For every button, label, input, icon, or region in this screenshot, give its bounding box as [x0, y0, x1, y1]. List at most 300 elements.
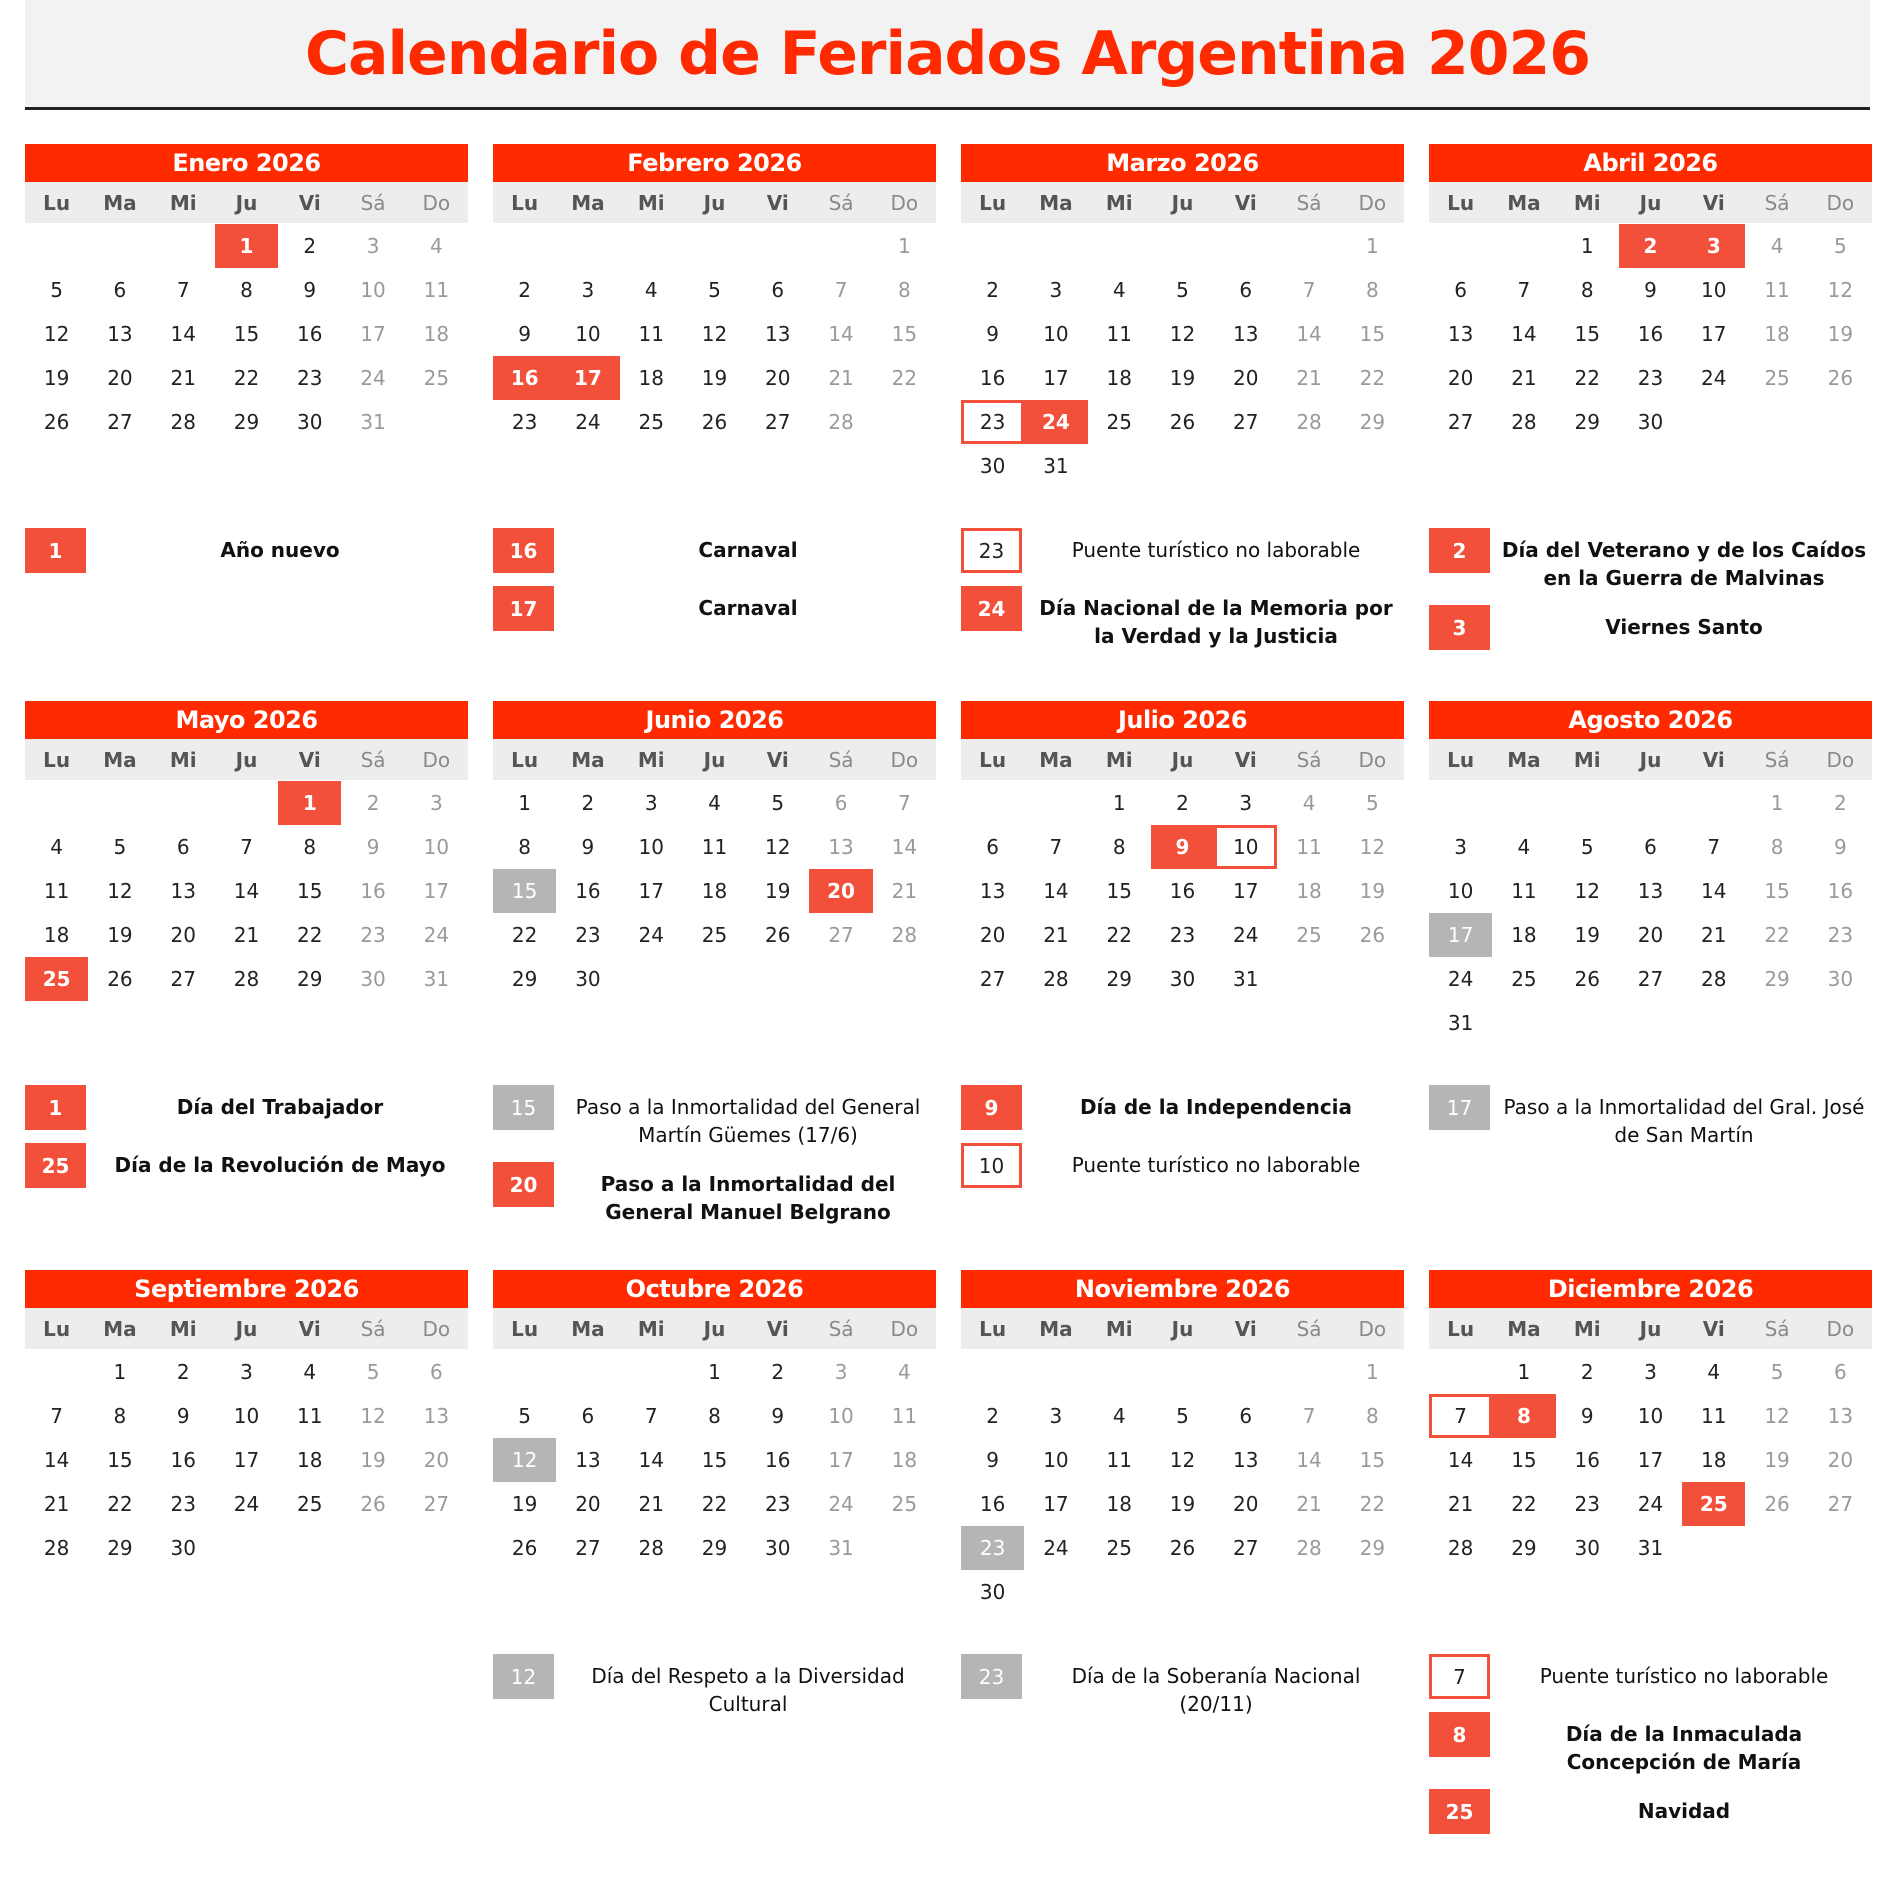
- day-cell[interactable]: 6: [1454, 278, 1467, 302]
- day-cell[interactable]: 9: [366, 835, 380, 859]
- day-cell[interactable]: 27: [1637, 967, 1664, 991]
- day-cell[interactable]: 25: [423, 366, 450, 390]
- day-cell[interactable]: 4: [50, 835, 63, 859]
- day-cell[interactable]: 23: [575, 923, 601, 947]
- day-cell[interactable]: 10: [575, 322, 601, 346]
- day-cell[interactable]: 17: [1637, 1448, 1664, 1472]
- day-cell[interactable]: 22: [891, 366, 918, 390]
- day-cell[interactable]: 3: [581, 278, 595, 302]
- day-cell[interactable]: 13: [1827, 1404, 1854, 1428]
- day-cell[interactable]: 27: [107, 410, 133, 434]
- day-cell-bridge[interactable]: 7: [1429, 1394, 1492, 1438]
- day-cell[interactable]: 22: [107, 1492, 133, 1516]
- day-cell[interactable]: 11: [423, 278, 450, 302]
- day-cell[interactable]: 7: [176, 278, 190, 302]
- day-cell[interactable]: 11: [1296, 835, 1322, 859]
- day-cell[interactable]: 14: [1296, 1448, 1322, 1472]
- day-cell[interactable]: 15: [1106, 879, 1132, 903]
- day-cell[interactable]: 7: [1517, 278, 1531, 302]
- day-cell[interactable]: 3: [1644, 1360, 1657, 1384]
- day-cell[interactable]: 30: [1169, 967, 1196, 991]
- day-cell[interactable]: 23: [297, 366, 323, 390]
- day-cell[interactable]: 17: [233, 1448, 260, 1472]
- day-cell[interactable]: 26: [1764, 1492, 1790, 1516]
- day-cell[interactable]: 16: [1574, 1448, 1600, 1472]
- day-cell[interactable]: 16: [575, 879, 601, 903]
- day-cell[interactable]: 6: [113, 278, 127, 302]
- day-cell[interactable]: 20: [1827, 1448, 1854, 1472]
- day-cell[interactable]: 26: [1574, 967, 1600, 991]
- day-cell[interactable]: 8: [1365, 278, 1379, 302]
- day-cell[interactable]: 14: [1296, 322, 1322, 346]
- day-cell[interactable]: 15: [891, 322, 918, 346]
- day-cell[interactable]: 20: [979, 923, 1006, 947]
- day-cell[interactable]: 22: [1511, 1492, 1537, 1516]
- day-cell[interactable]: 17: [828, 1448, 854, 1472]
- day-cell[interactable]: 30: [765, 1536, 791, 1560]
- day-cell[interactable]: 12: [1574, 879, 1600, 903]
- day-cell[interactable]: 13: [765, 322, 791, 346]
- day-cell[interactable]: 28: [43, 1536, 70, 1560]
- day-cell[interactable]: 18: [1106, 1492, 1132, 1516]
- day-cell[interactable]: 11: [297, 1404, 323, 1428]
- day-cell[interactable]: 9: [986, 322, 999, 346]
- day-cell[interactable]: 19: [1359, 879, 1386, 903]
- day-cell[interactable]: 28: [1296, 1536, 1322, 1560]
- day-cell[interactable]: 12: [43, 322, 70, 346]
- day-cell[interactable]: 27: [1827, 1492, 1854, 1516]
- day-cell[interactable]: 29: [1574, 410, 1600, 434]
- day-cell[interactable]: 5: [518, 1404, 531, 1428]
- day-cell[interactable]: 6: [986, 835, 999, 859]
- day-cell[interactable]: 30: [575, 967, 601, 991]
- day-cell[interactable]: 19: [1169, 1492, 1196, 1516]
- day-cell[interactable]: 24: [233, 1492, 260, 1516]
- day-cell[interactable]: 2: [366, 791, 380, 815]
- day-cell-holiday[interactable]: 25: [1682, 1482, 1745, 1526]
- day-cell[interactable]: 10: [638, 835, 664, 859]
- day-cell[interactable]: 14: [1043, 879, 1069, 903]
- day-cell[interactable]: 24: [1701, 366, 1727, 390]
- day-cell[interactable]: 16: [979, 366, 1006, 390]
- day-cell[interactable]: 6: [1833, 1360, 1847, 1384]
- day-cell[interactable]: 29: [107, 1536, 133, 1560]
- day-cell[interactable]: 17: [1043, 366, 1069, 390]
- day-cell[interactable]: 12: [1764, 1404, 1790, 1428]
- day-cell[interactable]: 14: [233, 879, 260, 903]
- day-cell[interactable]: 23: [511, 410, 538, 434]
- day-cell[interactable]: 21: [1447, 1492, 1474, 1516]
- day-cell[interactable]: 12: [360, 1404, 386, 1428]
- day-cell[interactable]: 23: [1637, 366, 1664, 390]
- day-cell[interactable]: 9: [1833, 835, 1847, 859]
- day-cell[interactable]: 14: [638, 1448, 664, 1472]
- day-cell[interactable]: 29: [511, 967, 538, 991]
- day-cell[interactable]: 7: [240, 835, 253, 859]
- day-cell[interactable]: 5: [708, 278, 721, 302]
- day-cell[interactable]: 18: [1701, 1448, 1727, 1472]
- day-cell[interactable]: 10: [1447, 879, 1474, 903]
- day-cell[interactable]: 31: [360, 410, 386, 434]
- day-cell[interactable]: 21: [1043, 923, 1069, 947]
- day-cell[interactable]: 2: [1176, 791, 1189, 815]
- day-cell[interactable]: 13: [1233, 1448, 1259, 1472]
- day-cell[interactable]: 21: [828, 366, 854, 390]
- day-cell[interactable]: 5: [50, 278, 63, 302]
- day-cell[interactable]: 23: [360, 923, 386, 947]
- day-cell[interactable]: 1: [113, 1360, 127, 1384]
- day-cell[interactable]: 28: [891, 923, 918, 947]
- day-cell-transfer[interactable]: 15: [493, 869, 556, 913]
- day-cell[interactable]: 26: [511, 1536, 538, 1560]
- day-cell[interactable]: 4: [708, 791, 721, 815]
- day-cell[interactable]: 15: [297, 879, 323, 903]
- day-cell[interactable]: 6: [1239, 278, 1253, 302]
- day-cell[interactable]: 15: [233, 322, 260, 346]
- day-cell[interactable]: 16: [170, 1448, 196, 1472]
- day-cell[interactable]: 12: [107, 879, 133, 903]
- day-cell[interactable]: 29: [297, 967, 323, 991]
- day-cell-holiday[interactable]: 2: [1619, 224, 1682, 268]
- day-cell[interactable]: 1: [1112, 791, 1126, 815]
- day-cell[interactable]: 2: [986, 278, 999, 302]
- day-cell[interactable]: 13: [107, 322, 133, 346]
- day-cell[interactable]: 15: [1359, 1448, 1386, 1472]
- day-cell[interactable]: 29: [1511, 1536, 1537, 1560]
- day-cell[interactable]: 31: [1447, 1011, 1474, 1035]
- day-cell[interactable]: 30: [1574, 1536, 1600, 1560]
- day-cell[interactable]: 8: [1770, 835, 1784, 859]
- day-cell[interactable]: 31: [1637, 1536, 1664, 1560]
- day-cell[interactable]: 28: [1447, 1536, 1474, 1560]
- day-cell[interactable]: 8: [897, 278, 911, 302]
- day-cell[interactable]: 1: [1517, 1360, 1531, 1384]
- day-cell[interactable]: 19: [765, 879, 791, 903]
- day-cell[interactable]: 21: [1296, 1492, 1322, 1516]
- day-cell[interactable]: 5: [1176, 1404, 1189, 1428]
- day-cell[interactable]: 7: [1049, 835, 1063, 859]
- day-cell[interactable]: 8: [1112, 835, 1126, 859]
- day-cell[interactable]: 16: [1827, 879, 1854, 903]
- day-cell[interactable]: 17: [638, 879, 664, 903]
- day-cell[interactable]: 13: [575, 1448, 601, 1472]
- day-cell[interactable]: 25: [1106, 410, 1132, 434]
- day-cell[interactable]: 29: [1764, 967, 1790, 991]
- day-cell[interactable]: 24: [828, 1492, 854, 1516]
- day-cell[interactable]: 27: [1233, 410, 1259, 434]
- day-cell[interactable]: 12: [765, 835, 791, 859]
- day-cell[interactable]: 7: [1707, 835, 1721, 859]
- day-cell[interactable]: 13: [1447, 322, 1474, 346]
- day-cell[interactable]: 14: [1701, 879, 1727, 903]
- day-cell[interactable]: 4: [303, 1360, 317, 1384]
- day-cell[interactable]: 30: [979, 1580, 1006, 1604]
- day-cell[interactable]: 2: [518, 278, 531, 302]
- day-cell[interactable]: 8: [1580, 278, 1594, 302]
- day-cell[interactable]: 7: [1302, 1404, 1316, 1428]
- day-cell[interactable]: 24: [1637, 1492, 1664, 1516]
- day-cell[interactable]: 1: [1365, 234, 1379, 258]
- day-cell[interactable]: 13: [828, 835, 854, 859]
- day-cell[interactable]: 26: [43, 410, 70, 434]
- day-cell[interactable]: 20: [107, 366, 133, 390]
- day-cell[interactable]: 15: [1359, 322, 1386, 346]
- day-cell[interactable]: 6: [834, 791, 848, 815]
- day-cell[interactable]: 29: [1106, 967, 1132, 991]
- day-cell[interactable]: 20: [423, 1448, 450, 1472]
- day-cell[interactable]: 27: [1447, 410, 1474, 434]
- day-cell[interactable]: 19: [511, 1492, 538, 1516]
- day-cell[interactable]: 6: [176, 835, 190, 859]
- day-cell[interactable]: 18: [1511, 923, 1537, 947]
- day-cell[interactable]: 18: [1106, 366, 1132, 390]
- day-cell[interactable]: 3: [1454, 835, 1467, 859]
- day-cell[interactable]: 21: [1511, 366, 1537, 390]
- day-cell[interactable]: 5: [1833, 234, 1847, 258]
- day-cell[interactable]: 2: [176, 1360, 190, 1384]
- day-cell[interactable]: 8: [113, 1404, 127, 1428]
- day-cell[interactable]: 3: [429, 791, 443, 815]
- day-cell[interactable]: 23: [1169, 923, 1196, 947]
- day-cell[interactable]: 20: [1447, 366, 1474, 390]
- day-cell[interactable]: 9: [176, 1404, 190, 1428]
- day-cell[interactable]: 4: [1112, 278, 1126, 302]
- day-cell[interactable]: 28: [1296, 410, 1322, 434]
- day-cell[interactable]: 21: [638, 1492, 664, 1516]
- day-cell-bridge[interactable]: 10: [1214, 825, 1277, 869]
- day-cell[interactable]: 14: [891, 835, 918, 859]
- day-cell[interactable]: 2: [581, 791, 595, 815]
- day-cell[interactable]: 13: [423, 1404, 450, 1428]
- day-cell[interactable]: 22: [1764, 923, 1790, 947]
- day-cell[interactable]: 1: [897, 234, 911, 258]
- day-cell[interactable]: 24: [638, 923, 664, 947]
- day-cell[interactable]: 21: [1701, 923, 1727, 947]
- day-cell[interactable]: 3: [1239, 791, 1253, 815]
- day-cell[interactable]: 28: [170, 410, 196, 434]
- day-cell[interactable]: 12: [701, 322, 728, 346]
- day-cell[interactable]: 22: [1574, 366, 1600, 390]
- day-cell[interactable]: 4: [429, 234, 443, 258]
- day-cell[interactable]: 22: [297, 923, 323, 947]
- day-cell[interactable]: 19: [1827, 322, 1854, 346]
- day-cell-transfer[interactable]: 12: [493, 1438, 556, 1482]
- day-cell[interactable]: 8: [518, 835, 531, 859]
- day-cell[interactable]: 24: [423, 923, 450, 947]
- day-cell[interactable]: 26: [360, 1492, 386, 1516]
- day-cell[interactable]: 26: [1827, 366, 1854, 390]
- day-cell[interactable]: 7: [897, 791, 911, 815]
- day-cell[interactable]: 1: [518, 791, 531, 815]
- day-cell[interactable]: 8: [303, 835, 317, 859]
- day-cell[interactable]: 27: [979, 967, 1006, 991]
- day-cell[interactable]: 18: [701, 879, 728, 903]
- day-cell[interactable]: 5: [1580, 835, 1594, 859]
- day-cell[interactable]: 4: [1112, 1404, 1126, 1428]
- day-cell[interactable]: 2: [986, 1404, 999, 1428]
- day-cell[interactable]: 9: [1580, 1404, 1594, 1428]
- day-cell[interactable]: 26: [701, 410, 728, 434]
- day-cell[interactable]: 27: [1233, 1536, 1259, 1560]
- day-cell[interactable]: 31: [828, 1536, 854, 1560]
- day-cell[interactable]: 11: [638, 322, 664, 346]
- day-cell[interactable]: 11: [1701, 1404, 1727, 1428]
- day-cell[interactable]: 26: [765, 923, 791, 947]
- day-cell[interactable]: 26: [107, 967, 133, 991]
- day-cell[interactable]: 26: [1359, 923, 1386, 947]
- day-cell[interactable]: 15: [701, 1448, 728, 1472]
- day-cell[interactable]: 18: [891, 1448, 918, 1472]
- day-cell[interactable]: 17: [1701, 322, 1727, 346]
- day-cell[interactable]: 10: [233, 1404, 260, 1428]
- day-cell[interactable]: 3: [644, 791, 658, 815]
- day-cell[interactable]: 11: [891, 1404, 918, 1428]
- day-cell[interactable]: 14: [1511, 322, 1537, 346]
- day-cell[interactable]: 27: [828, 923, 854, 947]
- day-cell[interactable]: 9: [581, 835, 595, 859]
- day-cell[interactable]: 31: [423, 967, 450, 991]
- day-cell[interactable]: 25: [1764, 366, 1790, 390]
- day-cell[interactable]: 4: [1517, 835, 1531, 859]
- day-cell[interactable]: 1: [1365, 1360, 1379, 1384]
- day-cell[interactable]: 11: [1764, 278, 1790, 302]
- day-cell[interactable]: 28: [233, 967, 260, 991]
- day-cell[interactable]: 30: [360, 967, 386, 991]
- day-cell-transfer[interactable]: 23: [961, 1526, 1024, 1570]
- day-cell[interactable]: 19: [1169, 366, 1196, 390]
- day-cell[interactable]: 3: [1049, 1404, 1063, 1428]
- day-cell[interactable]: 14: [1447, 1448, 1474, 1472]
- day-cell[interactable]: 24: [1043, 1536, 1069, 1560]
- day-cell[interactable]: 10: [360, 278, 386, 302]
- day-cell[interactable]: 28: [1511, 410, 1537, 434]
- day-cell[interactable]: 7: [50, 1404, 63, 1428]
- day-cell[interactable]: 20: [1637, 923, 1664, 947]
- day-cell-bridge[interactable]: 23: [961, 400, 1024, 444]
- day-cell[interactable]: 28: [828, 410, 854, 434]
- day-cell[interactable]: 28: [1701, 967, 1727, 991]
- day-cell-holiday[interactable]: 1: [215, 224, 278, 268]
- day-cell[interactable]: 12: [1169, 322, 1196, 346]
- day-cell[interactable]: 18: [297, 1448, 323, 1472]
- day-cell[interactable]: 15: [107, 1448, 133, 1472]
- day-cell[interactable]: 20: [575, 1492, 601, 1516]
- day-cell[interactable]: 1: [1580, 234, 1594, 258]
- day-cell[interactable]: 3: [834, 1360, 848, 1384]
- day-cell[interactable]: 2: [1833, 791, 1847, 815]
- day-cell[interactable]: 23: [1574, 1492, 1600, 1516]
- day-cell-holiday[interactable]: 24: [1024, 400, 1087, 444]
- day-cell[interactable]: 22: [233, 366, 260, 390]
- day-cell[interactable]: 11: [701, 835, 728, 859]
- day-cell[interactable]: 16: [1169, 879, 1196, 903]
- day-cell[interactable]: 16: [979, 1492, 1006, 1516]
- day-cell[interactable]: 11: [1511, 879, 1537, 903]
- day-cell[interactable]: 4: [1707, 1360, 1721, 1384]
- day-cell[interactable]: 15: [1511, 1448, 1537, 1472]
- day-cell[interactable]: 29: [701, 1536, 728, 1560]
- day-cell[interactable]: 5: [1176, 278, 1189, 302]
- day-cell[interactable]: 23: [170, 1492, 196, 1516]
- day-cell-holiday[interactable]: 20: [809, 869, 872, 913]
- day-cell-holiday[interactable]: 16: [493, 356, 556, 400]
- day-cell[interactable]: 8: [1365, 1404, 1379, 1428]
- day-cell[interactable]: 10: [828, 1404, 854, 1428]
- day-cell[interactable]: 6: [1239, 1404, 1253, 1428]
- day-cell[interactable]: 16: [360, 879, 386, 903]
- day-cell[interactable]: 11: [43, 879, 70, 903]
- day-cell-transfer[interactable]: 17: [1429, 913, 1492, 957]
- day-cell[interactable]: 20: [765, 366, 791, 390]
- day-cell[interactable]: 10: [1043, 1448, 1069, 1472]
- day-cell-holiday[interactable]: 1: [278, 781, 341, 825]
- day-cell[interactable]: 3: [1049, 278, 1063, 302]
- day-cell-holiday[interactable]: 25: [25, 957, 88, 1001]
- day-cell[interactable]: 13: [170, 879, 196, 903]
- day-cell[interactable]: 14: [170, 322, 196, 346]
- day-cell[interactable]: 23: [765, 1492, 791, 1516]
- day-cell[interactable]: 15: [1764, 879, 1790, 903]
- day-cell[interactable]: 17: [423, 879, 450, 903]
- day-cell[interactable]: 25: [1296, 923, 1322, 947]
- day-cell[interactable]: 7: [1302, 278, 1316, 302]
- day-cell[interactable]: 27: [170, 967, 196, 991]
- day-cell[interactable]: 25: [701, 923, 728, 947]
- day-cell[interactable]: 26: [1169, 1536, 1196, 1560]
- day-cell-holiday[interactable]: 8: [1492, 1394, 1555, 1438]
- day-cell[interactable]: 16: [1637, 322, 1664, 346]
- day-cell[interactable]: 31: [1233, 967, 1259, 991]
- day-cell[interactable]: 19: [1574, 923, 1600, 947]
- day-cell[interactable]: 4: [1770, 234, 1784, 258]
- day-cell[interactable]: 17: [1233, 879, 1259, 903]
- day-cell[interactable]: 22: [701, 1492, 728, 1516]
- day-cell[interactable]: 2: [771, 1360, 785, 1384]
- day-cell[interactable]: 19: [43, 366, 70, 390]
- day-cell[interactable]: 6: [581, 1404, 595, 1428]
- day-cell[interactable]: 14: [828, 322, 854, 346]
- day-cell[interactable]: 18: [1764, 322, 1790, 346]
- day-cell[interactable]: 30: [170, 1536, 196, 1560]
- day-cell[interactable]: 27: [765, 410, 791, 434]
- day-cell[interactable]: 18: [43, 923, 70, 947]
- day-cell[interactable]: 8: [240, 278, 253, 302]
- day-cell[interactable]: 9: [771, 1404, 785, 1428]
- day-cell[interactable]: 7: [834, 278, 848, 302]
- day-cell[interactable]: 29: [1359, 410, 1386, 434]
- day-cell[interactable]: 18: [423, 322, 450, 346]
- day-cell[interactable]: 3: [240, 1360, 253, 1384]
- day-cell[interactable]: 1: [1770, 791, 1784, 815]
- day-cell[interactable]: 20: [170, 923, 196, 947]
- day-cell[interactable]: 2: [303, 234, 317, 258]
- day-cell[interactable]: 30: [297, 410, 323, 434]
- day-cell[interactable]: 30: [1827, 967, 1854, 991]
- day-cell[interactable]: 19: [701, 366, 728, 390]
- day-cell[interactable]: 20: [1233, 366, 1259, 390]
- day-cell-holiday[interactable]: 17: [556, 356, 619, 400]
- day-cell[interactable]: 21: [1296, 366, 1322, 390]
- day-cell[interactable]: 5: [1365, 791, 1379, 815]
- day-cell[interactable]: 24: [1447, 967, 1474, 991]
- day-cell[interactable]: 30: [979, 454, 1006, 478]
- day-cell[interactable]: 19: [107, 923, 133, 947]
- day-cell[interactable]: 24: [575, 410, 601, 434]
- day-cell[interactable]: 24: [1233, 923, 1259, 947]
- day-cell[interactable]: 5: [366, 1360, 380, 1384]
- day-cell[interactable]: 11: [1106, 322, 1132, 346]
- day-cell[interactable]: 19: [360, 1448, 386, 1472]
